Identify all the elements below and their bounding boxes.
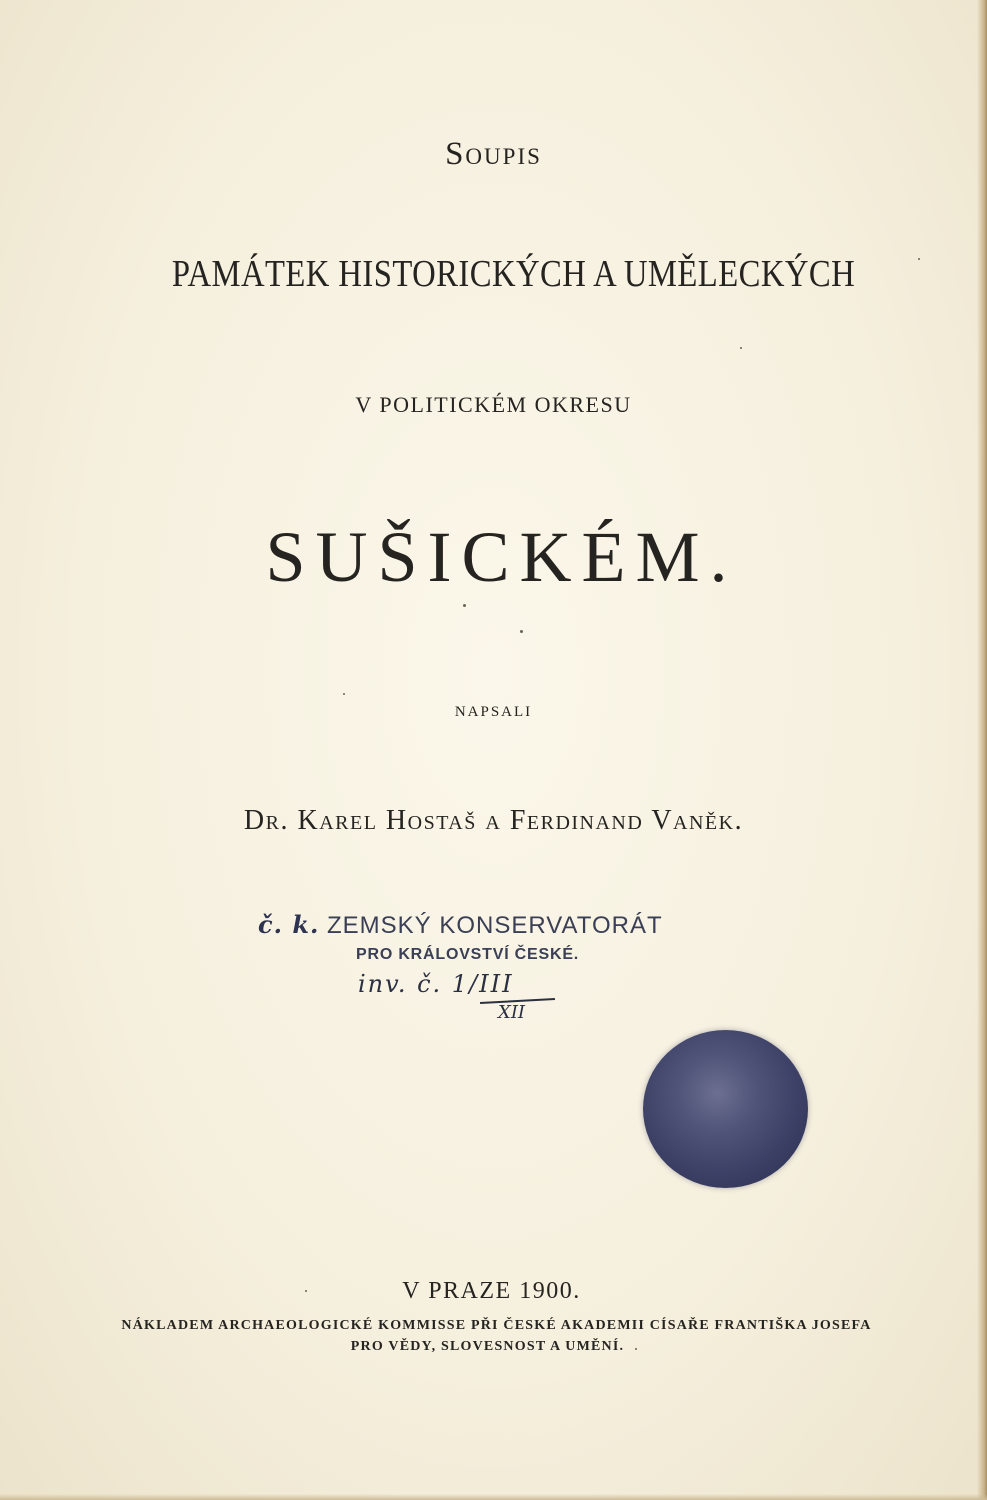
page-edge-bottom (0, 1494, 987, 1500)
main-heading: PAMÁTEK HISTORICKÝCH A UMĚLECKÝCH (171, 253, 856, 295)
page-edge-right (977, 0, 987, 1500)
wax-seal-stamp (643, 1030, 808, 1188)
paper-speck (918, 258, 920, 260)
stamp-handwritten-prefix: č. k. (258, 910, 320, 939)
inventory-number: inv. č. 1/III (358, 970, 514, 998)
publisher-line2: PRO VĚDY, SLOVESNOST A UMĚNÍ. (350, 1339, 625, 1354)
stamp-line2: PRO KRÁLOVSTVÍ ČESKÉ. (356, 946, 580, 963)
paper-speck (343, 693, 345, 695)
paper-speck (305, 1290, 307, 1292)
authors: Dr. Karel Hostaš a Ferdinand Vaněk. (243, 805, 744, 836)
inventory-sub: XII (498, 1002, 526, 1023)
series-title: Soupis (445, 136, 542, 172)
paper-speck (463, 604, 466, 607)
paper-speck (740, 347, 742, 349)
stamp-conservatory: ZEMSKÝ KONSERVATORÁT (326, 912, 663, 939)
subtitle-okres: V POLITICKÉM OKRESU (355, 392, 632, 417)
paper-speck (635, 1348, 637, 1350)
stamp-line1 (258, 910, 663, 940)
place-year: V PRAZE 1900. (402, 1278, 581, 1304)
paper-speck (520, 630, 523, 633)
district-name: SUŠICKÉM. (265, 517, 738, 597)
publisher-line1: NÁKLADEM ARCHAEOLOGICKÉ KOMMISSE PŘI ČESKÉ AKADEMII CÍSAŘE FRANTIŠKA JOSEFA (121, 1318, 872, 1333)
napsali-label: NAPSALI (454, 704, 533, 720)
